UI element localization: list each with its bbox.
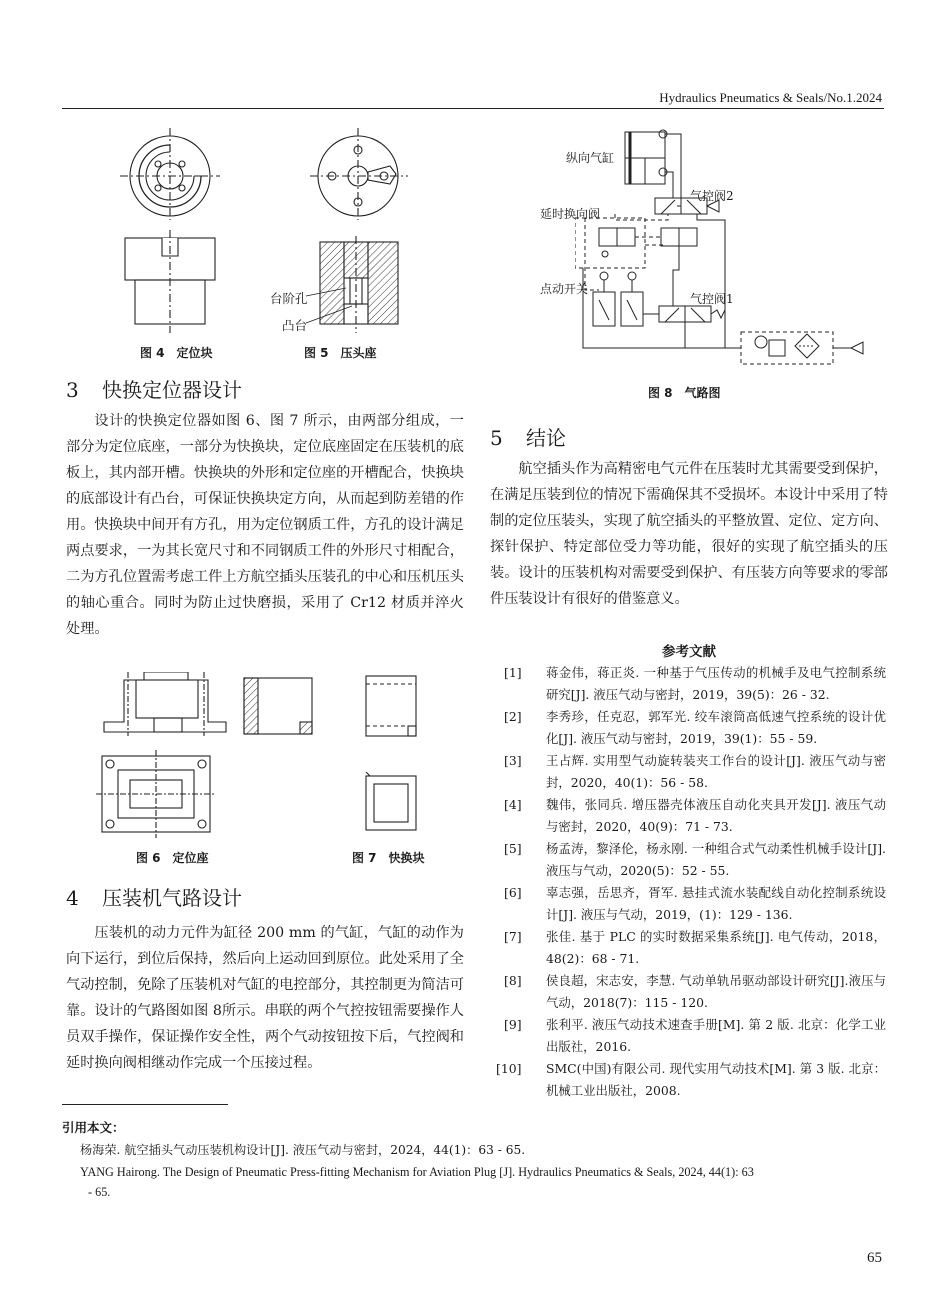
reference-number: [4] — [504, 797, 522, 812]
reference-text: 动与密封，2020，40(1)：56 - 58. — [546, 753, 887, 790]
section3-line: 设计的快换定位器如图 6、图 7 所示，由两部分组 — [94, 413, 421, 429]
section3-line: 合，二为方孔位置需考虑工件上方航空插头压装孔的 — [66, 543, 464, 585]
reference-text: 蒋金伟，蒋正炎. 一种基于气压传动的机械手及电气控制 — [546, 665, 861, 680]
reference-text: 京：机械工业出版社，2008. — [546, 1061, 887, 1098]
citation-label: 引用本文： — [62, 1120, 125, 1135]
reference-number: [6] — [504, 885, 522, 900]
fig5-title: 压头座 — [340, 346, 377, 360]
fig6-fig7-drawings — [96, 672, 426, 842]
section4-line: 保证操作安全性，两个气动按钮按下后，气控阀和延时 — [66, 1029, 464, 1071]
reference-number: [5] — [504, 841, 522, 856]
section3-line: 成，一部分为定位底座，一部分为快换块，定位底座固 — [66, 413, 464, 455]
page-number: 65 — [867, 1250, 882, 1266]
citation-en-line: YANG Hairong. The Design of Pneumatic Press-fitting Mechanism for Aviation Plug [J]. Hydraulics Pneumatics & Seals, 2024, 44(1): 63 — [80, 1165, 754, 1179]
reference-text: 液压与气动，2018(7)：115 - 120. — [546, 973, 886, 1010]
section4-line: 位。此处采用了全气动控制，免除了压装机对气缸的 — [66, 951, 464, 993]
section3-heading — [66, 374, 242, 403]
section3-paragraph — [66, 408, 464, 642]
reference-text: 计[J]. 液压与气动，2020(5)：52 - 55. — [546, 841, 886, 878]
reference-number: [8] — [504, 973, 522, 988]
section3-line: 定位座的开槽配合，快换块的底部设计有凸台，可保证 — [66, 465, 464, 507]
fig4-caption — [140, 344, 213, 361]
reference-number: [9] — [504, 1017, 522, 1032]
section4-line: 所示。串联的两个气控按钮需要操作人员双手操作， — [66, 1003, 464, 1045]
reference-text: 侯良超，宋志安，李慧. 气动单轨吊驱动部设计研究[J]. — [546, 973, 849, 988]
reference-text: 辜志强，岳思齐，胥军. 悬挂式流水装配线自动化控制系 — [546, 885, 861, 900]
section5-heading — [490, 422, 566, 451]
reference-item — [504, 750, 886, 794]
fig5-caption — [304, 344, 377, 361]
section3-line: 中心和压机压头的轴心重合。同时为防止过快磨损， — [66, 569, 464, 611]
fig6-title: 定位座 — [172, 851, 209, 865]
reference-number: [7] — [504, 929, 522, 944]
section4-line: 压装机的动力元件为缸径 200 mm 的气缸，气缸的 — [94, 925, 422, 941]
fig5-label: 图 5 — [304, 346, 329, 360]
reference-number: [2] — [504, 709, 522, 724]
reference-text: 气动与密封，2020，40(9)：71 - 73. — [546, 797, 887, 834]
section5-line: 力等功能，很好的实现了航空插头的压装。设计的压 — [490, 539, 888, 581]
header-rule — [62, 108, 884, 109]
section3-line: 快换块定方向，从而起到防差错的作用。快换块中间 — [66, 491, 464, 533]
references-list — [496, 662, 887, 1102]
reference-item — [504, 970, 886, 1014]
section4-line: 换向阀相继动作完成一个压接过程。 — [94, 1055, 322, 1071]
reference-text: 张利平. 液压气动技术速查手册[M]. 第 2 版. 北京：化学 — [546, 1017, 861, 1032]
fig5-callout-stepped-hole: 台阶孔 — [270, 291, 308, 306]
reference-text: 计优化[J]. 液压气动与密封，2019，39(1)：55 - 59. — [546, 709, 886, 746]
references-heading: 参考文献 — [662, 644, 716, 660]
section5-body — [490, 456, 888, 612]
section4-number: 4 — [66, 886, 79, 910]
reference-text: SMC(中国)有限公司. 现代实用气动技术[M]. 第 3 版. 北 — [546, 1061, 862, 1076]
citation-rule — [62, 1104, 228, 1105]
section5-line: 装机构对需要受到保护、有压装方向等要求的零部件 — [490, 565, 888, 607]
section3-line: 求，一为其长宽尺寸和不同钢质工件的外形尺寸相配 — [108, 543, 436, 559]
section5-line: 压装设计有很好的借鉴意义。 — [504, 591, 689, 607]
section4-line: 动作为向下运行，到位后保持，然后向上运动回到原 — [66, 925, 464, 967]
section3-line: 开有方孔，用为定位钢质工件，方孔的设计满足两点要 — [66, 517, 464, 559]
section4-body — [66, 920, 464, 1076]
fig7-title: 快换块 — [388, 851, 425, 865]
reference-item — [504, 794, 886, 838]
reference-item — [504, 1014, 886, 1058]
reference-text: 李秀珍，任克忍，郭军光. 绞车滚筒高低速气控系统的设 — [546, 709, 861, 724]
section4-heading — [66, 882, 242, 911]
section5-line: 受到保护，在满足压装到位的情况下需确保其不受损 — [490, 461, 888, 503]
fig8-circuit — [575, 120, 865, 370]
section3-body — [66, 408, 464, 642]
section5-line: 插头的平整放置、定位、定方向、探针保护、特定部位受 — [490, 513, 888, 555]
section3-line: 采用了 Cr12 材质并淬火处理。 — [66, 595, 464, 637]
section3-title: 快换定位器设计 — [102, 378, 242, 402]
reference-item — [504, 926, 886, 970]
section5-paragraph — [490, 456, 888, 612]
citation-zh: 杨海荣. 航空插头气动压装机构设计[J]. 液压气动与密封，2024，44(1)：63 - 65. — [80, 1143, 526, 1157]
fig5-drawing — [300, 128, 410, 338]
fig8-callout-valve2: 气控阀2 — [690, 189, 734, 203]
fig8-callout-valve1: 气控阀1 — [690, 292, 734, 306]
reference-item — [504, 882, 886, 926]
citation-en-line: - 65. — [88, 1185, 111, 1199]
reference-number: [3] — [504, 753, 522, 768]
reference-text: 王占辉. 实用型气动旋转装夹工作台的设计[J]. 液压气 — [546, 753, 848, 768]
reference-text: 2018，48(2)：68 - 71. — [546, 929, 886, 966]
section5-title: 结论 — [526, 426, 566, 450]
fig4-title: 定位块 — [176, 346, 213, 360]
reference-text: 统设计[J]. 液压与气动，2019，(1)：129 - 136. — [546, 885, 886, 922]
reference-number: [10] — [496, 1061, 522, 1076]
reference-item — [504, 838, 886, 882]
reference-text: 系统研究[J]. 液压气动与密封，2019，39(5)：26 - 32. — [546, 665, 886, 702]
fig8-callout-cylinder: 纵向气缸 — [566, 151, 615, 165]
fig8-title: 气路图 — [684, 386, 721, 400]
section3-number: 3 — [66, 378, 79, 402]
fig6-label: 图 6 — [136, 851, 161, 865]
section5-number: 5 — [490, 426, 503, 450]
section4-paragraph — [66, 920, 464, 1076]
reference-text: 魏伟，张同兵. 增压器壳体液压自动化夹具开发[J]. 液压 — [546, 797, 861, 812]
fig4-label: 图 4 — [140, 346, 165, 360]
reference-text: 杨孟涛，黎泽伦，杨永刚. 一种组合式气动柔性机械手设 — [546, 841, 855, 856]
reference-item — [504, 662, 886, 706]
fig5-callout-boss: 凸台 — [282, 318, 308, 333]
section3-line: 定在压装机的底板上，其内部开槽。快换块的外形和 — [66, 439, 464, 481]
fig7-caption — [352, 849, 425, 866]
fig6-caption — [136, 849, 209, 866]
fig8-label: 图 8 — [648, 386, 673, 400]
fig7-label: 图 7 — [352, 851, 377, 865]
fig8-callout-push-switch: 点动开关 — [540, 282, 589, 296]
section5-line: 航空插头作为高精密电气元件在压装时尤其需要 — [518, 461, 817, 477]
section4-line: 电控部分，其控制更为简洁可靠。设计的气路图如图 8 — [66, 977, 464, 1019]
reference-item — [504, 706, 886, 750]
reference-text: 张佳. 基于 PLC 的实时数据采集系统[J]. 电气传动， — [546, 929, 842, 944]
section4-title: 压装机气路设计 — [102, 886, 242, 910]
citation-en — [80, 1162, 886, 1202]
running-head: Hydraulics Pneumatics & Seals/No.1.2024 — [659, 90, 882, 105]
reference-text: 工业出版社，2016. — [546, 1017, 886, 1054]
reference-item — [496, 1058, 887, 1102]
section5-line: 坏。本设计中采用了特制的定位压装头，实现了航空 — [490, 487, 888, 529]
fig8-caption — [648, 384, 721, 401]
reference-number: [1] — [504, 665, 522, 680]
fig4-drawing — [110, 128, 230, 338]
fig8-callout-delay-valve: 延时换向阀 — [540, 207, 601, 221]
